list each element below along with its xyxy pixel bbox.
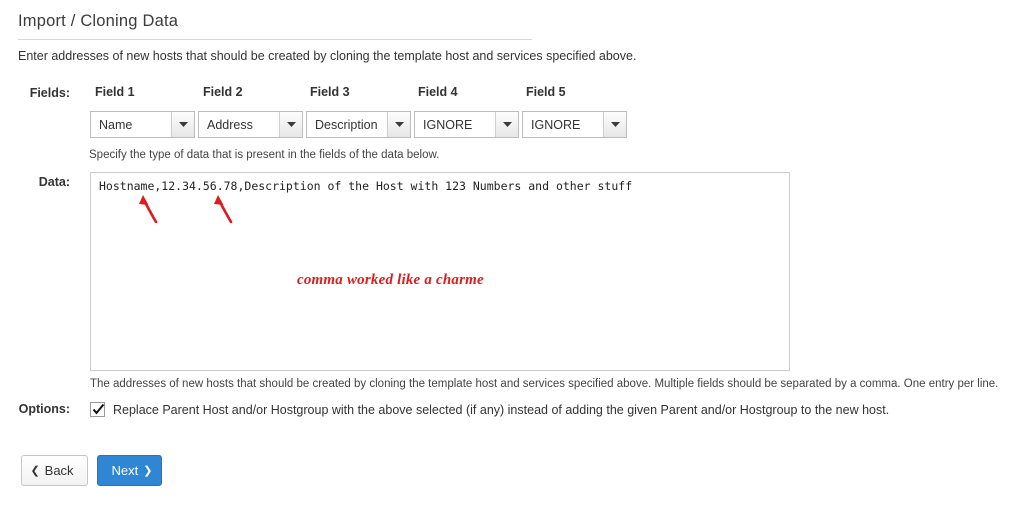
annotation-text: comma worked like a charme <box>297 272 484 288</box>
field-3-select[interactable] <box>306 111 411 138</box>
options-row-label: Options: <box>18 402 70 416</box>
field-4-header: Field 4 <box>418 85 458 99</box>
chevron-down-icon <box>279 112 302 137</box>
field-3-select-value: Description <box>315 117 378 132</box>
intro-text: Enter addresses of new hosts that should be created by cloning the template host and services specified above. <box>18 49 637 63</box>
data-row-label: Data: <box>38 175 70 189</box>
chevron-down-icon <box>603 112 626 137</box>
chevron-down-icon <box>495 112 518 137</box>
field-1-header: Field 1 <box>95 85 135 99</box>
replace-parent-host-checkbox[interactable] <box>90 402 105 417</box>
field-3-header: Field 3 <box>310 85 350 99</box>
field-4-select[interactable] <box>414 111 519 138</box>
next-button-label: Next <box>111 463 139 478</box>
page-title: Import / Cloning Data <box>18 12 179 30</box>
field-2-select-value: Address <box>207 117 253 132</box>
field-2-header: Field 2 <box>203 85 243 99</box>
annotation-arrow-1 <box>136 193 162 223</box>
field-4-select-value: IGNORE <box>423 117 473 132</box>
chevron-left-icon: ❮ <box>30 465 40 477</box>
chevron-down-icon <box>171 112 194 137</box>
fields-help-text: Specify the type of data that is present in the fields of the data below. <box>89 149 440 161</box>
back-button-label: Back <box>44 463 74 478</box>
field-5-header: Field 5 <box>526 85 566 99</box>
field-1-select[interactable] <box>90 111 195 138</box>
field-1-select-value: Name <box>99 117 133 132</box>
chevron-right-icon: ❯ <box>143 465 153 477</box>
next-button[interactable] <box>97 455 162 486</box>
annotation-arrow-2 <box>211 193 237 223</box>
field-2-select[interactable] <box>198 111 303 138</box>
fields-row-label: Fields: <box>29 86 70 100</box>
replace-parent-host-label: Replace Parent Host and/or Hostgroup with the above selected (if any) instead of adding the given Parent and/or Hostgroup to the new host. <box>113 402 890 417</box>
field-5-select-value: IGNORE <box>531 117 581 132</box>
title-divider <box>18 39 532 40</box>
chevron-down-icon <box>387 112 410 137</box>
options-row <box>90 402 889 417</box>
data-help-text: The addresses of new hosts that should be created by cloning the template host and services specified above. Multiple fields should be separated by a comma. One entry per line. <box>90 378 999 390</box>
back-button[interactable] <box>21 455 88 486</box>
field-5-select[interactable] <box>522 111 627 138</box>
